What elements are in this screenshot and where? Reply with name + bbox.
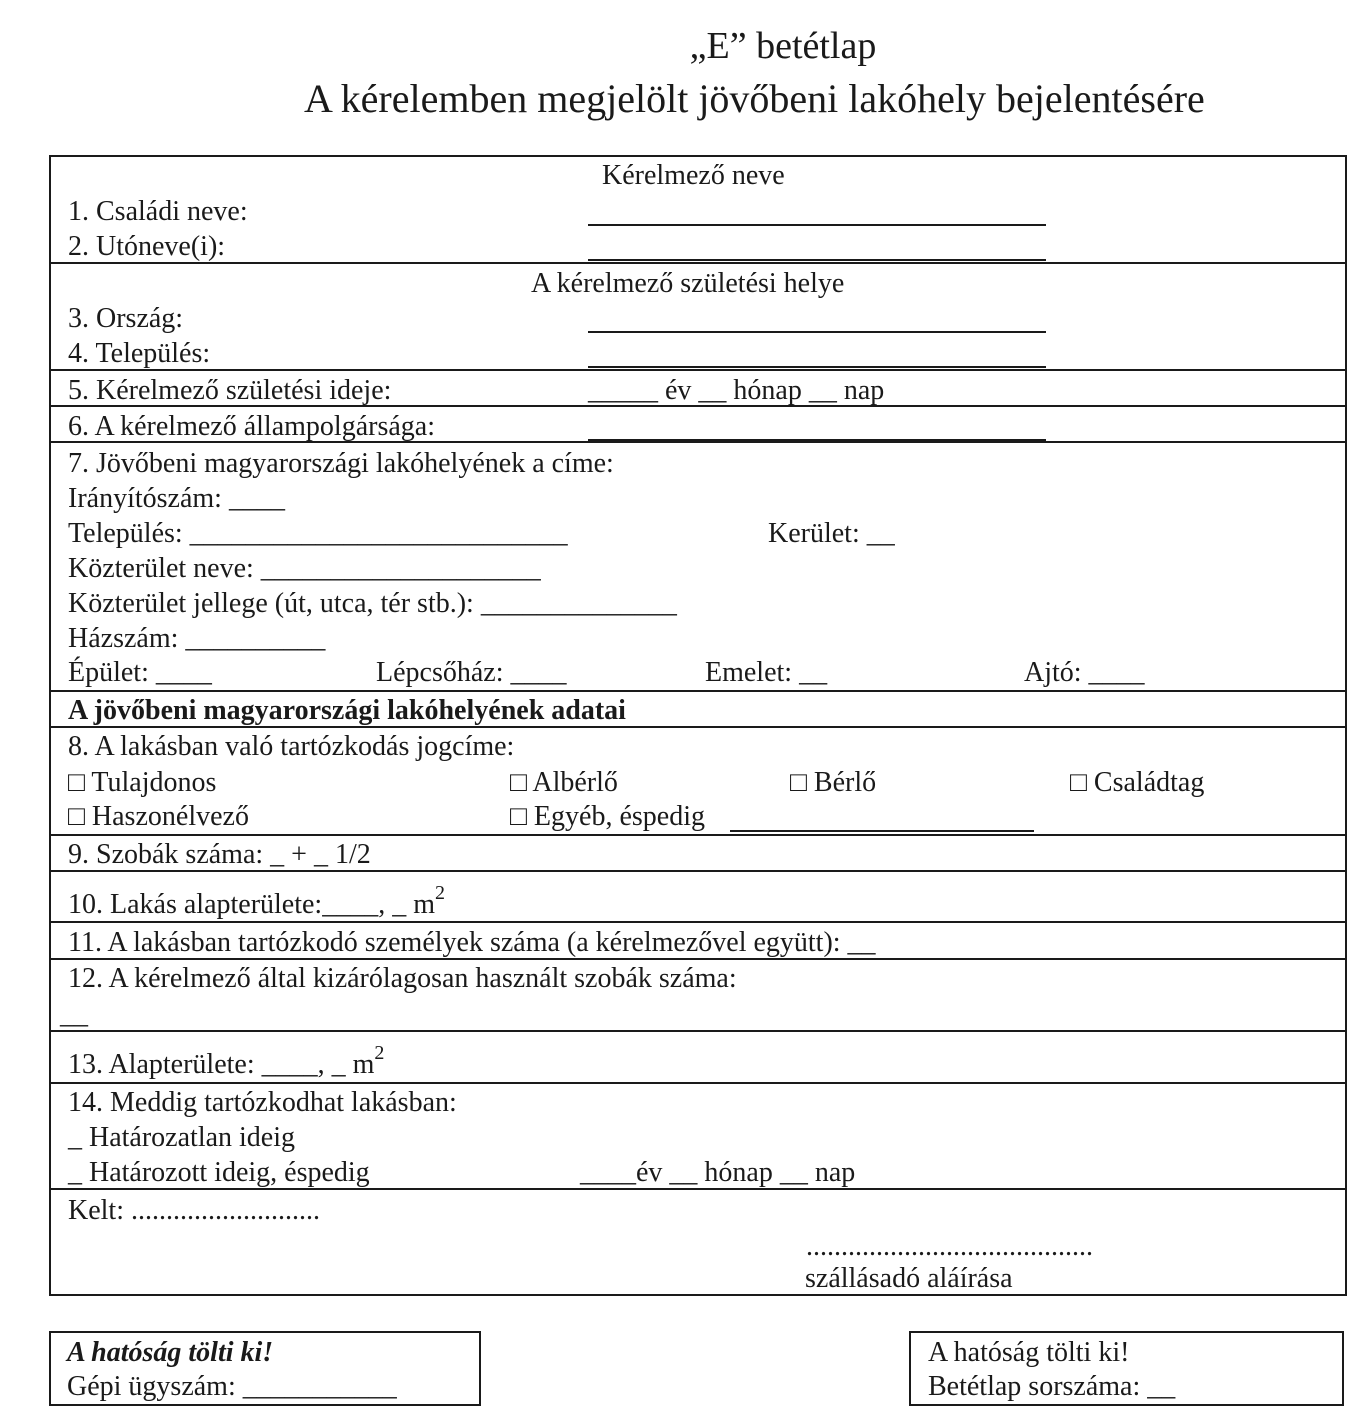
row-divider [50,369,1346,371]
other-specify-field[interactable] [730,830,1034,832]
area-field[interactable] [68,1042,385,1082]
house-number-field[interactable]: Házszám: __________ [68,623,326,654]
rooms-field[interactable]: 9. Szobák száma: _ + _ 1/2 [68,839,371,870]
postcode-field[interactable]: Irányítószám: ____ [68,483,285,514]
stay-until-label: 14. Meddig tartózkodhat lakásban: [68,1087,457,1118]
case-number-field[interactable]: Gépi ügyszám: ___________ [67,1371,397,1402]
birth-date-field[interactable]: _____ év __ hónap __ nap [588,375,885,406]
row-divider [50,690,1346,692]
district-field[interactable]: Kerület: __ [768,518,895,549]
form-title: „E” betétlap [689,25,877,67]
row-divider [50,726,1346,728]
option-definite[interactable]: _ Határozott ideig, éspedig [68,1157,370,1188]
family-name-field[interactable] [588,224,1046,226]
settlement-field[interactable] [588,366,1046,368]
country-field[interactable] [588,331,1046,333]
citizenship-label: 6. A kérelmező állampolgársága: [68,411,435,442]
floor-area-exponent: 2 [435,882,445,904]
option-tenant[interactable]: □ Bérlő [790,767,877,798]
floor-area-label: 10. Lakás alapterülete:____, _ m [68,889,435,920]
serial-number-field[interactable]: Betétlap sorszáma: __ [928,1371,1176,1402]
street-name-field[interactable]: Közterület neve: ____________________ [68,553,541,584]
given-names-label: 2. Utóneve(i): [68,231,226,262]
signature-line[interactable]: ......................................... [806,1231,1093,1262]
building-field[interactable]: Épület: ____ [68,657,212,688]
row-divider [50,870,1346,872]
exclusive-rooms-label: 12. A kérelmező által kizárólagosan használt szobák száma: [68,963,737,994]
street-type-field[interactable]: Közterület jellege (út, utca, tér stb.): ______________ [68,588,677,619]
option-family-member[interactable]: □ Családtag [1070,767,1205,798]
birth-date-label: 5. Kérelmező születési ideje: [68,375,392,406]
signature-label: szállásadó aláírása [805,1263,1013,1294]
applicant-name-heading: Kérelmező neve [602,160,785,191]
residence-data-heading: A jövőbeni magyarországi lakóhelyének adatai [68,695,626,726]
given-names-field[interactable] [588,259,1046,261]
settlement-label: 4. Település: [68,338,211,369]
form-subtitle: A kérelemben megjelölt jövőbeni lakóhely bejelentésére [304,76,1205,121]
date-field[interactable]: Kelt: ........................... [68,1195,320,1226]
birthplace-heading: A kérelmező születési helye [531,268,845,299]
row-divider [50,262,1346,264]
country-label: 3. Ország: [68,303,184,334]
staircase-field[interactable]: Lépcsőház: ____ [376,657,567,688]
address-settlement-field[interactable]: Település: ___________________________ [68,518,568,549]
citizenship-field[interactable] [588,439,1046,441]
option-usufructuary[interactable]: □ Haszonélvező [68,801,249,832]
row-divider [50,1082,1346,1084]
occupants-field[interactable]: 11. A lakásban tartózkodó személyek száma (a kérelmezővel együtt): __ [68,927,876,958]
family-name-label: 1. Családi neve: [68,196,248,227]
door-field[interactable]: Ajtó: ____ [1024,657,1145,688]
exclusive-rooms-field[interactable]: __ [60,999,88,1030]
row-divider [50,1030,1346,1032]
authority-right-heading: A hatóság tölti ki! [928,1337,1130,1368]
row-divider [50,958,1346,960]
definite-date-field[interactable]: ____év __ hónap __ nap [580,1157,856,1188]
area-exponent: 2 [374,1042,385,1064]
option-owner[interactable]: □ Tulajdonos [68,767,217,798]
floor-area-field[interactable] [68,882,445,922]
address-heading: 7. Jövőbeni magyarországi lakóhelyének a címe: [68,448,614,479]
option-subtenant[interactable]: □ Albérlő [510,767,618,798]
area-label: 13. Alapterülete: ____, _ m [68,1049,375,1080]
option-other[interactable]: □ Egyéb, éspedig [510,801,705,832]
option-indefinite[interactable]: _ Határozatlan ideig [68,1122,296,1153]
legal-title-label: 8. A lakásban való tartózkodás jogcíme: [68,731,515,762]
row-divider [50,834,1346,836]
row-divider [50,1188,1346,1190]
authority-left-heading: A hatóság tölti ki! [67,1337,274,1368]
floor-field[interactable]: Emelet: __ [705,657,828,688]
